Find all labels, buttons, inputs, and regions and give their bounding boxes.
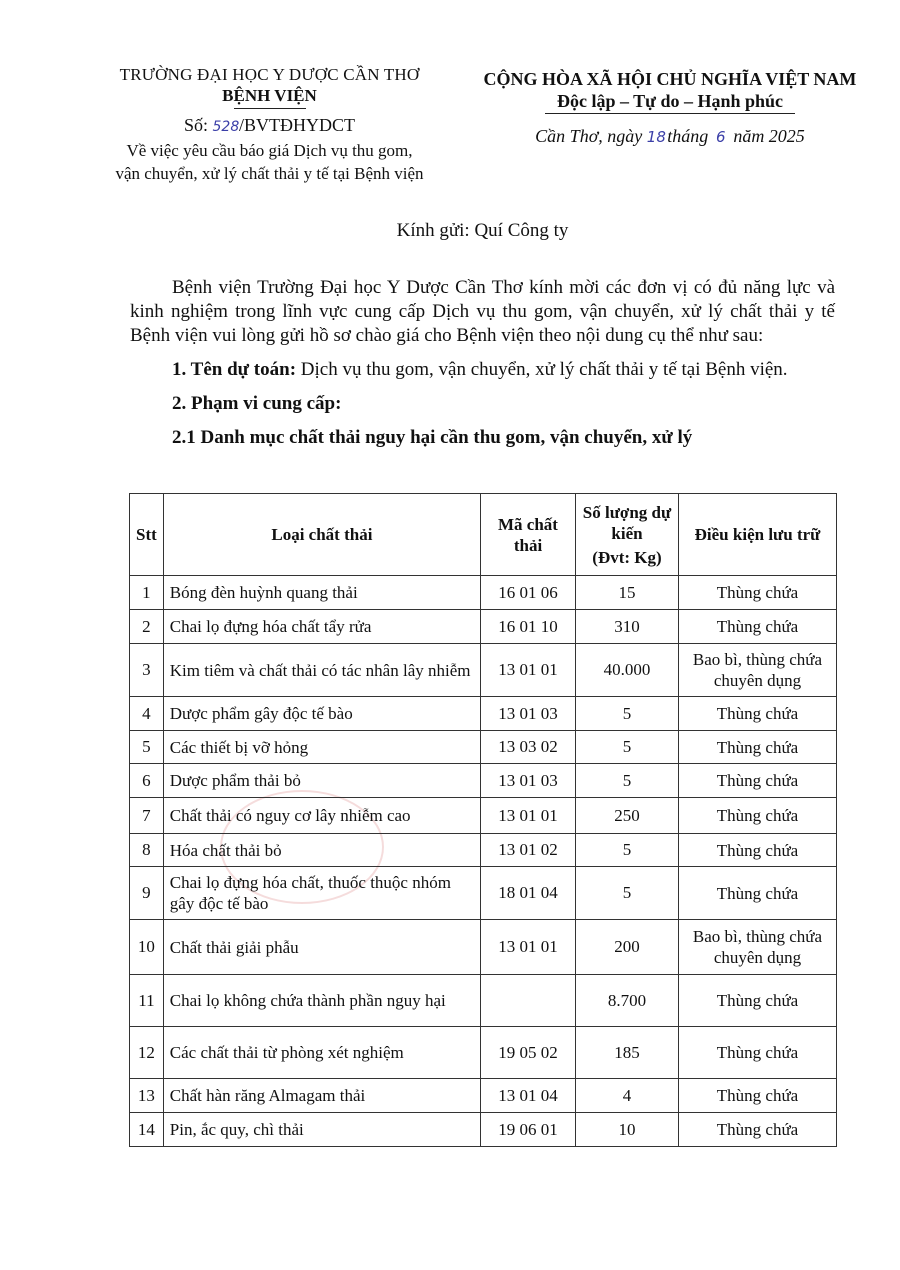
- row-code: 16 01 06: [481, 576, 576, 610]
- row-quantity: 185: [576, 1027, 679, 1079]
- table-header-row: [130, 494, 837, 576]
- row-stt: 1: [130, 576, 164, 610]
- row-quantity: 200: [576, 920, 679, 975]
- row-storage: Thùng chứa: [679, 867, 837, 920]
- table-row: [130, 1079, 837, 1113]
- row-code: 19 05 02: [481, 1027, 576, 1079]
- row-code: 13 01 01: [481, 798, 576, 834]
- row-storage: Thùng chứa: [679, 610, 837, 644]
- row-quantity: 310: [576, 610, 679, 644]
- date-prefix: Cần Thơ, ngày: [535, 126, 643, 146]
- row-code: 13 01 03: [481, 697, 576, 731]
- row-stt: 5: [130, 731, 164, 764]
- row-type: Chất thải giải phẫu: [163, 920, 480, 975]
- row-stt: 6: [130, 764, 164, 798]
- row-storage: Thùng chứa: [679, 764, 837, 798]
- row-stt: 3: [130, 644, 164, 697]
- letter-body: [130, 276, 835, 450]
- table-row: [130, 920, 837, 975]
- row-type: Các thiết bị vỡ hỏng: [163, 731, 480, 764]
- header-quantity-line1: Số lượng dự kiến: [582, 502, 672, 543]
- row-type: Chai lọ không chứa thành phần nguy hại: [163, 975, 480, 1027]
- item-1: [130, 358, 835, 382]
- waste-table: [129, 493, 837, 1147]
- department-underline: [234, 108, 306, 109]
- number-suffix: /BVTĐHYDCT: [239, 115, 355, 135]
- header-stt: Stt: [130, 494, 164, 576]
- item-2-heading: 2. Phạm vi cung cấp:: [172, 393, 342, 414]
- row-code: 13 01 02: [481, 834, 576, 867]
- row-code: 13 01 01: [481, 644, 576, 697]
- row-quantity: 5: [576, 834, 679, 867]
- number-handwritten: 528: [212, 119, 240, 135]
- row-quantity: 4: [576, 1079, 679, 1113]
- row-code: 18 01 04: [481, 867, 576, 920]
- header-type: Loại chất thải: [163, 494, 480, 576]
- row-type: Hóa chất thải bỏ: [163, 834, 480, 867]
- table-row: [130, 834, 837, 867]
- date-day-handwritten: 18: [646, 128, 666, 146]
- table-row: [130, 798, 837, 834]
- row-type: Dược phẩm thải bỏ: [163, 764, 480, 798]
- item-1-label: 1. Tên dự toán:: [172, 359, 297, 380]
- row-type: Chất hàn răng Almagam thải: [163, 1079, 480, 1113]
- table-row: [130, 610, 837, 644]
- row-code: 16 01 10: [481, 610, 576, 644]
- row-stt: 10: [130, 920, 164, 975]
- header-code: Mã chất thải: [481, 494, 576, 576]
- row-stt: 7: [130, 798, 164, 834]
- row-quantity: 250: [576, 798, 679, 834]
- table-row: [130, 764, 837, 798]
- row-type: Kim tiêm và chất thải có tác nhân lây nhiễm: [163, 644, 480, 697]
- row-code: 13 01 01: [481, 920, 576, 975]
- header-quantity-unit: (Đvt: Kg): [592, 547, 662, 567]
- table-row: [130, 576, 837, 610]
- row-type: Pin, ắc quy, chì thải: [163, 1113, 480, 1147]
- row-type: Dược phẩm gây độc tế bào: [163, 697, 480, 731]
- greeting: Kính gửi: Quí Công ty: [396, 220, 569, 241]
- row-storage: Thùng chứa: [679, 1079, 837, 1113]
- table-row: [130, 644, 837, 697]
- table-row: [130, 975, 837, 1027]
- row-quantity: 40.000: [576, 644, 679, 697]
- number-prefix: Số:: [183, 115, 208, 135]
- row-stt: 14: [130, 1113, 164, 1147]
- row-quantity: 8.700: [576, 975, 679, 1027]
- row-quantity: 5: [576, 731, 679, 764]
- document-number: [92, 115, 447, 138]
- date-suffix: năm 2025: [733, 126, 805, 146]
- row-code: 13 03 02: [481, 731, 576, 764]
- table-row: [130, 1027, 837, 1079]
- row-quantity: 10: [576, 1113, 679, 1147]
- table-row: [130, 1113, 837, 1147]
- row-quantity: 15: [576, 576, 679, 610]
- row-code: 13 01 03: [481, 764, 576, 798]
- row-storage: Thùng chứa: [679, 731, 837, 764]
- row-storage: Thùng chứa: [679, 576, 837, 610]
- row-type: Chai lọ đựng hóa chất, thuốc thuộc nhóm gây độc tế bào: [163, 867, 480, 920]
- intro-paragraph: Bệnh viện Trường Đại học Y Dược Cần Thơ kính mời các đơn vị có đủ năng lực và kinh nghiệm trong lĩnh vực cung cấp Dịch vụ thu gom, vận chuyển, xử lý chất thải y tế Bệnh viện vui lòng gửi hồ sơ chào giá cho Bệnh viện theo nội dung cụ thể như sau:: [130, 277, 835, 346]
- nation-title: CỘNG HÒA XÃ HỘI CHỦ NGHĨA VIỆT NAM: [483, 69, 857, 89]
- header-storage: Điều kiện lưu trữ: [679, 494, 837, 576]
- date-month-handwritten: 6: [716, 128, 726, 146]
- document-date: [470, 126, 870, 147]
- row-storage: Thùng chứa: [679, 1113, 837, 1147]
- row-type: Chất thải có nguy cơ lây nhiễm cao: [163, 798, 480, 834]
- header-quantity: [576, 494, 679, 576]
- row-type: Các chất thải từ phòng xét nghiệm: [163, 1027, 480, 1079]
- row-stt: 2: [130, 610, 164, 644]
- row-stt: 13: [130, 1079, 164, 1113]
- row-quantity: 5: [576, 697, 679, 731]
- subject-line-1: Về việc yêu cầu báo giá Dịch vụ thu gom,: [126, 141, 413, 160]
- row-storage: Thùng chứa: [679, 697, 837, 731]
- row-stt: 12: [130, 1027, 164, 1079]
- row-type: Bóng đèn huỳnh quang thải: [163, 576, 480, 610]
- motto-underline: [545, 113, 795, 114]
- date-mid: tháng: [667, 126, 709, 146]
- row-stt: 9: [130, 867, 164, 920]
- item-1-text: Dịch vụ thu gom, vận chuyển, xử lý chất thải y tế tại Bệnh viện.: [296, 359, 788, 380]
- row-storage: Thùng chứa: [679, 834, 837, 867]
- table-row: [130, 697, 837, 731]
- table-row: [130, 867, 837, 920]
- row-code: 13 01 04: [481, 1079, 576, 1113]
- item-2-1-heading: 2.1 Danh mục chất thải nguy hại cần thu gom, vận chuyển, xử lý: [172, 427, 693, 448]
- row-quantity: 5: [576, 867, 679, 920]
- row-stt: 11: [130, 975, 164, 1027]
- row-storage: Thùng chứa: [679, 975, 837, 1027]
- national-motto: Độc lập – Tự do – Hạnh phúc: [556, 91, 784, 111]
- row-quantity: 5: [576, 764, 679, 798]
- row-storage: Bao bì, thùng chứa chuyên dụng: [679, 644, 837, 697]
- row-type: Chai lọ đựng hóa chất tẩy rửa: [163, 610, 480, 644]
- row-storage: Thùng chứa: [679, 798, 837, 834]
- row-code: 19 06 01: [481, 1113, 576, 1147]
- table-row: [130, 731, 837, 764]
- subject-line-2: vận chuyển, xử lý chất thải y tế tại Bệnh viện: [115, 164, 424, 183]
- row-stt: 4: [130, 697, 164, 731]
- row-stt: 8: [130, 834, 164, 867]
- row-code: [481, 975, 576, 1027]
- organization-name: TRƯỜNG ĐẠI HỌC Y DƯỢC CẦN THƠ: [119, 65, 420, 84]
- national-header: [470, 68, 870, 147]
- row-storage: Thùng chứa: [679, 1027, 837, 1079]
- issuer-header: [92, 64, 447, 184]
- department-name: BỆNH VIỆN: [222, 86, 317, 105]
- row-storage: Bao bì, thùng chứa chuyên dụng: [679, 920, 837, 975]
